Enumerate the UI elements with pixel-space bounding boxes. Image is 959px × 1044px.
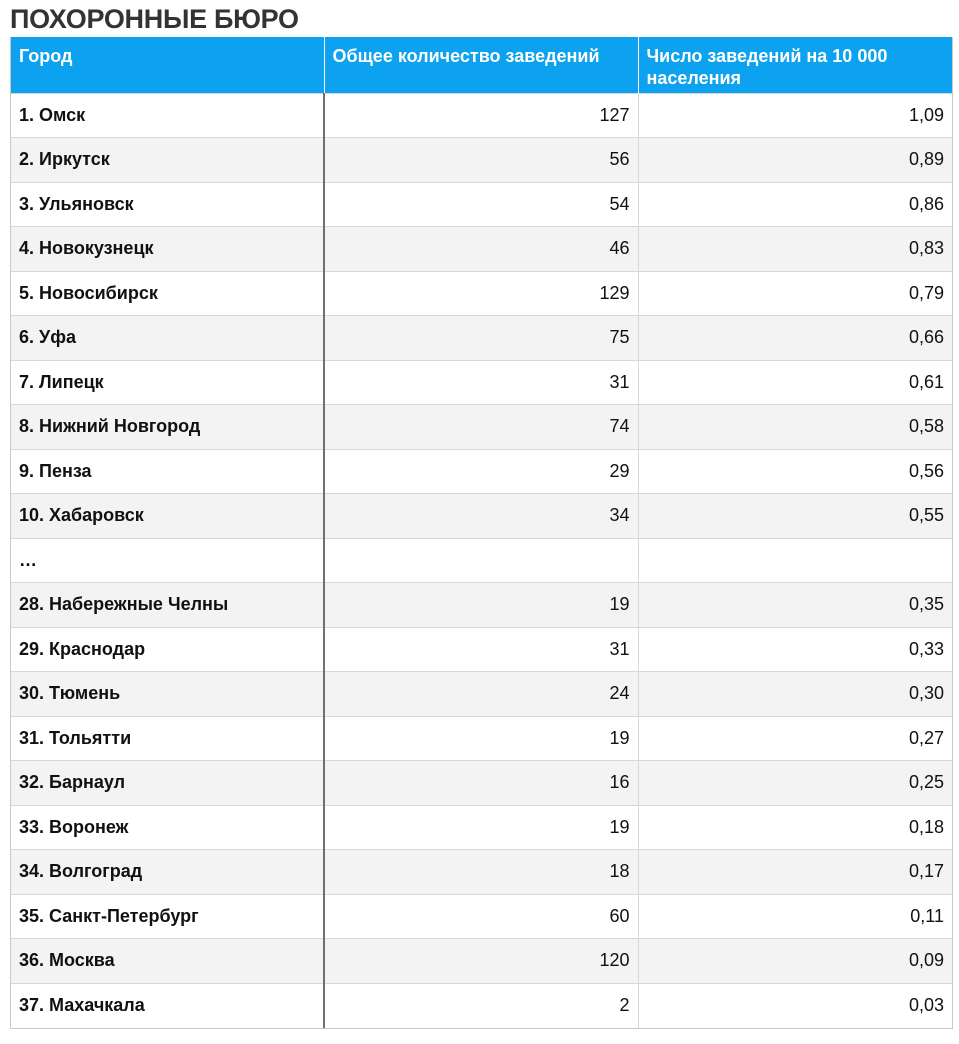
table-cell-per-10000: 0,58 — [638, 405, 952, 450]
table-cell-total-count: 31 — [324, 627, 638, 672]
table-cell-city: 28. Набережные Челны — [11, 583, 324, 628]
table-row — [11, 138, 952, 183]
table-header-row — [11, 37, 952, 93]
table-cell-total-count: 127 — [324, 93, 638, 138]
table-cell-city: 32. Барнаул — [11, 761, 324, 806]
table-cell-per-10000: 0,66 — [638, 316, 952, 361]
table-cell-city: 5. Новосибирск — [11, 271, 324, 316]
table-row — [11, 850, 952, 895]
table-cell-per-10000: 0,33 — [638, 627, 952, 672]
table-cell-city: 10. Хабаровск — [11, 494, 324, 539]
data-table — [11, 37, 952, 1028]
table-row — [11, 983, 952, 1028]
data-table-container — [10, 37, 953, 1029]
table-cell-per-10000: 0,25 — [638, 761, 952, 806]
table-row — [11, 494, 952, 539]
table-cell-per-10000: 0,11 — [638, 894, 952, 939]
table-cell-city: 30. Тюмень — [11, 672, 324, 717]
table-cell-city: 3. Ульяновск — [11, 182, 324, 227]
table-cell-city: 1. Омск — [11, 93, 324, 138]
table-cell-city: 8. Нижний Новгород — [11, 405, 324, 450]
table-cell-per-10000: 0,61 — [638, 360, 952, 405]
table-cell-per-10000: 0,17 — [638, 850, 952, 895]
table-cell-per-10000: 0,18 — [638, 805, 952, 850]
table-cell-city: 4. Новокузнецк — [11, 227, 324, 272]
table-row — [11, 93, 952, 138]
table-cell-per-10000 — [638, 538, 952, 583]
table-cell-per-10000: 1,09 — [638, 93, 952, 138]
table-cell-city: 6. Уфа — [11, 316, 324, 361]
table-cell-per-10000: 0,35 — [638, 583, 952, 628]
table-cell-per-10000: 0,89 — [638, 138, 952, 183]
table-row — [11, 271, 952, 316]
table-row — [11, 627, 952, 672]
table-cell-city: 7. Липецк — [11, 360, 324, 405]
table-row — [11, 583, 952, 628]
table-cell-total-count: 24 — [324, 672, 638, 717]
table-body — [11, 93, 952, 1028]
column-header-total-count: Общее количество заведений — [324, 37, 638, 93]
table-cell-total-count: 19 — [324, 805, 638, 850]
table-row — [11, 360, 952, 405]
page-title: ПОХОРОННЫЕ БЮРО — [10, 4, 299, 34]
table-cell-per-10000: 0,30 — [638, 672, 952, 717]
table-row — [11, 227, 952, 272]
column-header-per-10000: Число заведений на 10 000 населения — [638, 37, 952, 93]
table-cell-total-count: 56 — [324, 138, 638, 183]
table-cell-total-count: 120 — [324, 939, 638, 984]
table-cell-city: … — [11, 538, 324, 583]
table-cell-total-count: 74 — [324, 405, 638, 450]
table-cell-total-count: 31 — [324, 360, 638, 405]
table-row — [11, 894, 952, 939]
table-cell-city: 37. Махачкала — [11, 983, 324, 1028]
table-cell-total-count: 75 — [324, 316, 638, 361]
table-row — [11, 316, 952, 361]
table-row — [11, 939, 952, 984]
table-cell-city: 36. Москва — [11, 939, 324, 984]
table-row — [11, 538, 952, 583]
table-cell-total-count: 16 — [324, 761, 638, 806]
column-header-city: Город — [11, 37, 324, 93]
table-cell-city: 31. Тольятти — [11, 716, 324, 761]
table-cell-per-10000: 0,55 — [638, 494, 952, 539]
table-row — [11, 182, 952, 227]
table-row — [11, 672, 952, 717]
table-cell-total-count — [324, 538, 638, 583]
table-cell-per-10000: 0,03 — [638, 983, 952, 1028]
table-row — [11, 805, 952, 850]
table-cell-city: 9. Пенза — [11, 449, 324, 494]
table-cell-total-count: 19 — [324, 583, 638, 628]
table-cell-per-10000: 0,79 — [638, 271, 952, 316]
table-cell-total-count: 2 — [324, 983, 638, 1028]
table-cell-city: 33. Воронеж — [11, 805, 324, 850]
table-row — [11, 449, 952, 494]
table-cell-per-10000: 0,27 — [638, 716, 952, 761]
table-cell-city: 29. Краснодар — [11, 627, 324, 672]
table-cell-total-count: 18 — [324, 850, 638, 895]
table-cell-total-count: 34 — [324, 494, 638, 539]
table-cell-city: 34. Волгоград — [11, 850, 324, 895]
table-cell-city: 2. Иркутск — [11, 138, 324, 183]
table-cell-per-10000: 0,09 — [638, 939, 952, 984]
table-cell-per-10000: 0,83 — [638, 227, 952, 272]
table-cell-total-count: 60 — [324, 894, 638, 939]
table-cell-total-count: 54 — [324, 182, 638, 227]
table-row — [11, 405, 952, 450]
table-cell-per-10000: 0,86 — [638, 182, 952, 227]
table-row — [11, 761, 952, 806]
table-header — [11, 37, 952, 93]
table-row — [11, 716, 952, 761]
table-cell-per-10000: 0,56 — [638, 449, 952, 494]
table-cell-total-count: 129 — [324, 271, 638, 316]
table-cell-total-count: 19 — [324, 716, 638, 761]
table-cell-total-count: 29 — [324, 449, 638, 494]
table-cell-total-count: 46 — [324, 227, 638, 272]
table-cell-city: 35. Санкт-Петербург — [11, 894, 324, 939]
